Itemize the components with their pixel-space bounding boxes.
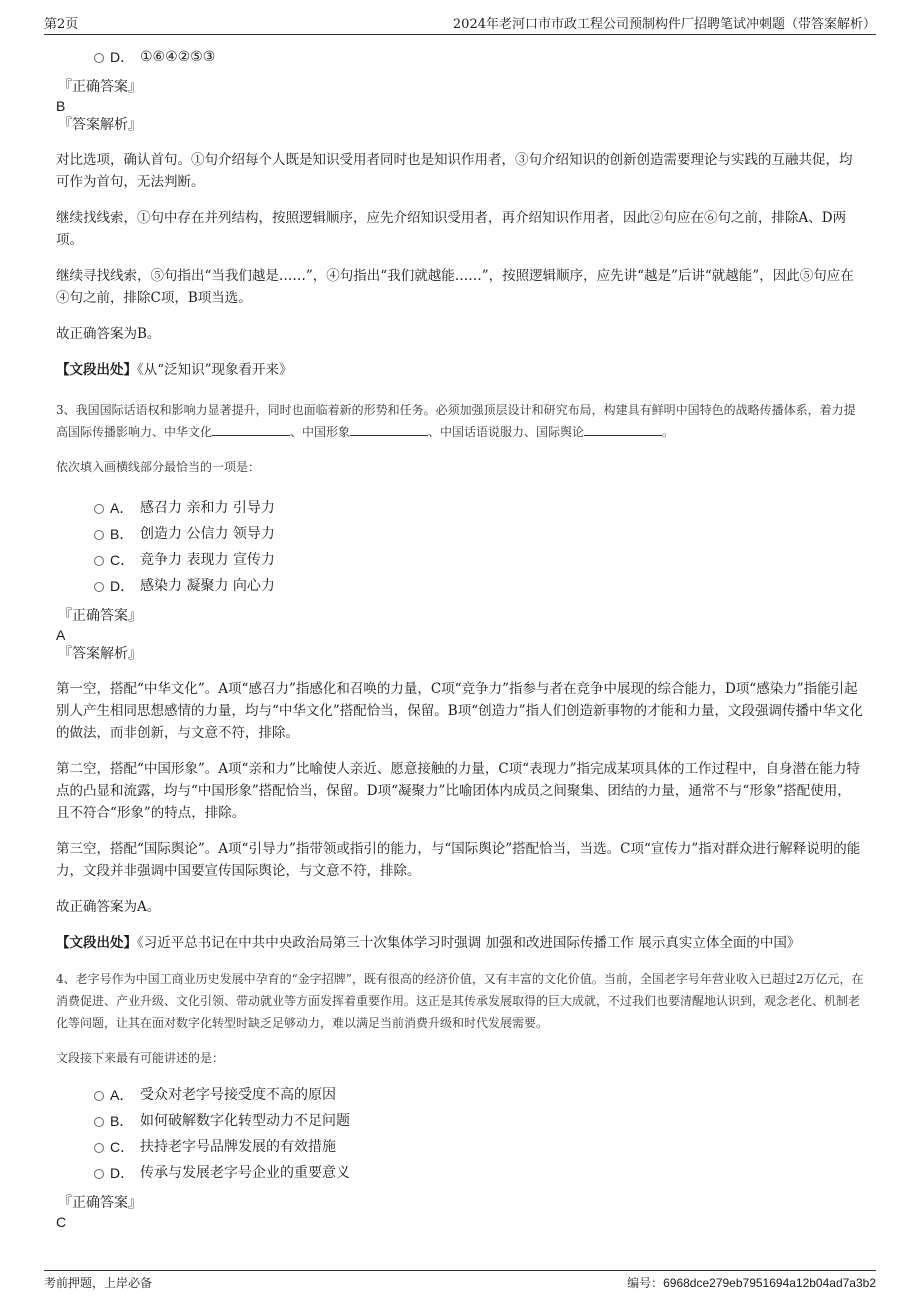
footer-slogan: 考前押题，上岸必备 xyxy=(44,1276,153,1290)
q3-option-c[interactable] xyxy=(56,547,864,573)
q4-option-a[interactable] xyxy=(56,1082,864,1108)
radio-icon[interactable] xyxy=(94,530,104,540)
option-key: D． xyxy=(110,49,135,65)
analysis-paragraph: 继续寻找线索，⑤句指出“当我们越是……”，④句指出“我们就越能……”，按照逻辑顺序，应先讲“越是”后讲“就越能”，因此⑤句应在④句之前，排除C项，B项当选。 xyxy=(56,268,854,306)
document-body xyxy=(56,44,864,1232)
option-key: C． xyxy=(110,1139,135,1155)
page-footer xyxy=(44,1270,876,1293)
option-key: B． xyxy=(110,1113,134,1129)
option-text: 受众对老字号接受度不高的原因 xyxy=(140,1087,336,1103)
option-text: 竞争力 表现力 宣传力 xyxy=(140,552,275,568)
option-text: 如何破解数字化转型动力不足问题 xyxy=(140,1113,350,1129)
option-text: 创造力 公信力 领导力 xyxy=(140,526,275,542)
fill-blank xyxy=(584,423,662,436)
page-number: 第2页 xyxy=(44,17,79,32)
analysis-label: 『答案解析』 xyxy=(58,117,142,133)
analysis-paragraph: 对比选项，确认首句。①句介绍每个人既是知识受用者同时也是知识作用者，③句介绍知识的创新创造需要理论与实践的互融共促，均可作为首句，无法判断。 xyxy=(56,152,853,190)
analysis-paragraph: 第三空，搭配“国际舆论”。A项“引导力”指带领或指引的能力，与“国际舆论”搭配恰当，当选。C项“宣传力”指对群众进行解释说明的能力，文段并非强调中国要宣传国际舆论，与文意不符，排除。 xyxy=(56,841,861,879)
option-text: 扶持老字号品牌发展的有效措施 xyxy=(140,1139,336,1155)
analysis-paragraph: 第二空，搭配“中国形象”。A项“亲和力”比喻使人亲近、愿意接触的力量，C项“表现力”指完成某项具体的工作过程中，自身潜在能力特点的凸显和流露，均与“中国形象”搭配恰当，保留。D项“凝聚力”比喻团体内成员之间聚集、团结的力量，通常不与“形象”搭配使用，且不符合“形象”的特点，排除。 xyxy=(56,761,860,821)
option-key: D． xyxy=(110,578,135,594)
analysis-label: 『答案解析』 xyxy=(58,646,142,662)
analysis-paragraph: 故正确答案为B。 xyxy=(56,326,161,342)
q2-option-d[interactable] xyxy=(56,44,864,70)
radio-icon[interactable] xyxy=(94,1143,104,1153)
analysis-paragraph: 故正确答案为A。 xyxy=(56,899,161,915)
source-text: 《从“泛知识”现象看开来》 xyxy=(137,362,293,378)
source-line xyxy=(56,359,864,381)
fill-blank xyxy=(350,423,428,436)
radio-icon[interactable] xyxy=(94,504,104,514)
answer-value: A xyxy=(56,627,66,643)
source-line xyxy=(56,932,864,954)
option-key: B． xyxy=(110,526,134,542)
option-text: 传承与发展老字号企业的重要意义 xyxy=(140,1165,350,1181)
document-code xyxy=(627,1274,876,1291)
source-text: 《习近平总书记在中共中央政治局第三十次集体学习时强调 加强和改进国际传播工作 展示真实立体全面的中国》 xyxy=(137,935,801,951)
option-key: A． xyxy=(110,500,134,516)
q3-option-a[interactable] xyxy=(56,495,864,521)
answer-label: 『正确答案』 xyxy=(58,1195,142,1211)
document-title: 2024年老河口市市政工程公司预制构件厂招聘笔试冲刺题（带答案解析） xyxy=(452,17,876,32)
q4-option-d[interactable] xyxy=(56,1160,864,1186)
q3-option-b[interactable] xyxy=(56,521,864,547)
source-label: 【文段出处】 xyxy=(56,362,137,378)
page-header xyxy=(44,10,876,35)
answer-label: 『正确答案』 xyxy=(58,608,142,624)
answer-value: C xyxy=(56,1214,67,1230)
analysis-paragraph: 继续找线索，①句中存在并列结构，按照逻辑顺序，应先介绍知识受用者，再介绍知识作用者，因此②句应在⑥句之前，排除A、D两项。 xyxy=(56,210,847,248)
option-key: A． xyxy=(110,1087,134,1103)
radio-icon[interactable] xyxy=(94,1117,104,1127)
option-text: 感染力 凝聚力 向心力 xyxy=(140,578,275,594)
radio-icon[interactable] xyxy=(94,1091,104,1101)
radio-icon[interactable] xyxy=(94,582,104,592)
answer-label: 『正确答案』 xyxy=(58,79,142,95)
code-label: 编号： xyxy=(627,1276,664,1290)
q4-option-b[interactable] xyxy=(56,1108,864,1134)
question-prompt: 文段接下来最有可能讲述的是： xyxy=(56,1051,225,1065)
question-stem: 3、我国国际话语权和影响力显著提升，同时也面临着新的形势和任务。必须加强顶层设计和研究布局，构建具有鲜明中国特色的战略传播体系，着力提高国际传播影响力、中华文化 、中国形象 、中国话语说服力、国际舆论 。 xyxy=(56,403,856,439)
option-key: C． xyxy=(110,552,135,568)
answer-value: B xyxy=(56,98,66,114)
q3-option-d[interactable] xyxy=(56,573,864,599)
radio-icon[interactable] xyxy=(94,53,104,63)
q4-option-c[interactable] xyxy=(56,1134,864,1160)
analysis-paragraph: 第一空，搭配“中华文化”。A项“感召力”指感化和召唤的力量，C项“竞争力”指参与者在竞争中展现的综合能力，D项“感染力”指能引起别人产生相同思想感情的力量，均与“中华文化”搭配恰当，保留。B项“创造力”指人们创造新事物的才能和力量，文段强调传播中华文化的做法，而非创新，与文意不符，排除。 xyxy=(56,681,864,741)
question-stem: 4、老字号作为中国工商业历史发展中孕育的“金字招牌”，既有很高的经济价值，又有丰富的文化价值。当前，全国老字号年营业收入已超过2万亿元，在消费促进、产业升级、文化引领、带动就业等方面发挥着重要作用。这正是其传承发展取得的巨大成就，不过我们也要清醒地认识到，观念老化、机制老化等问题，让其在面对数字化转型时缺乏足够动力，难以满足当前消费升级和时代发展需要。 xyxy=(56,972,864,1030)
option-text: 感召力 亲和力 引导力 xyxy=(140,500,275,516)
radio-icon[interactable] xyxy=(94,1169,104,1179)
source-label: 【文段出处】 xyxy=(56,935,137,951)
question-prompt: 依次填入画横线部分最恰当的一项是： xyxy=(56,460,261,474)
code-value: 6968dce279eb7951694a12b04ad7a3b2 xyxy=(663,1276,876,1290)
fill-blank xyxy=(212,423,290,436)
option-key: D． xyxy=(110,1165,135,1181)
radio-icon[interactable] xyxy=(94,556,104,566)
option-text: ①⑥④②⑤③ xyxy=(140,49,216,65)
